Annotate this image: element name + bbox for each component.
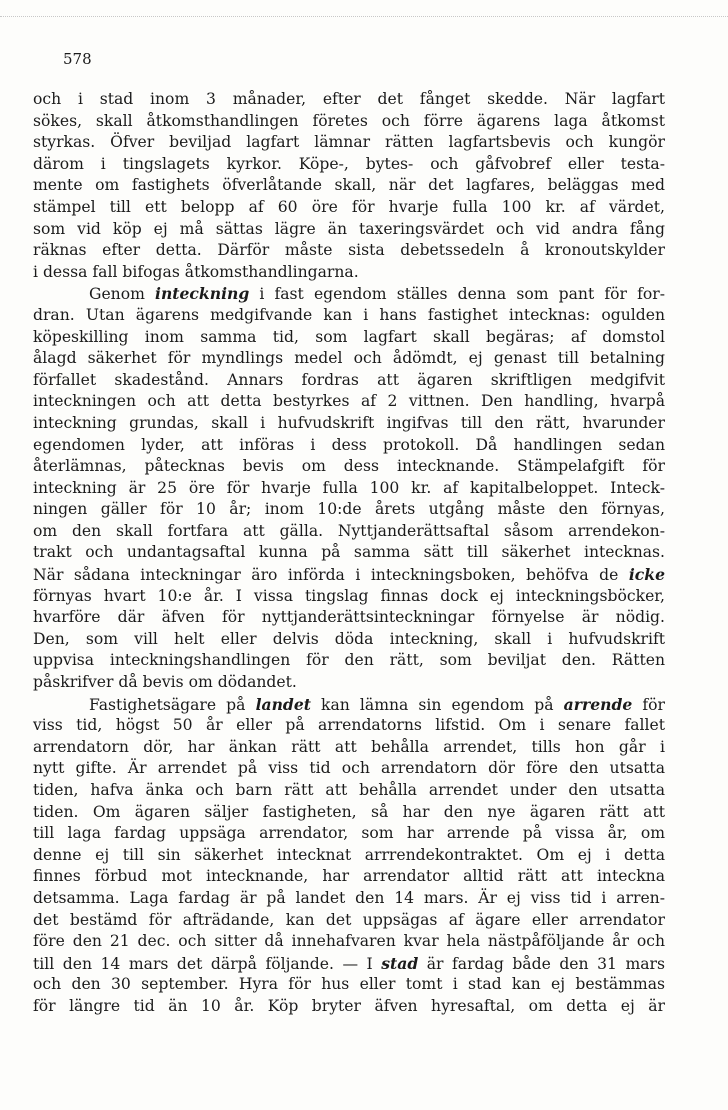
line-text: mente om fastighets öfverlåtande skall, när det lagfares, beläggas med [33, 176, 665, 195]
line-text: i dessa fall bifogas åtkomsthandlingarna. [33, 262, 359, 281]
text-line [33, 823, 665, 845]
text-line [33, 456, 665, 478]
text-line [33, 521, 665, 543]
text-line [33, 175, 665, 197]
text-line [33, 305, 665, 327]
line-text: är fardag både den 31 mars [418, 954, 665, 973]
text-line [33, 348, 665, 370]
line-text: detsamma. Laga fardag är på landet den 14 mars. Är ej viss tid i arren- [33, 888, 665, 907]
line-text: inteckning grundas, skall i hufvudskrift ingifvas till den rätt, hvarunder [33, 413, 665, 432]
text-line [33, 327, 665, 349]
line-text: Fastighetsägare på [89, 695, 256, 714]
line-text: räknas efter detta. Därför måste sista debetssedeln å kronoutskylder [33, 241, 665, 260]
line-text: stämpel till ett belopp af 60 öre för hvarje fulla 100 kr. af värdet, [33, 197, 665, 216]
text-line [33, 413, 665, 435]
line-text: Genom [89, 285, 156, 304]
text-line [33, 154, 665, 176]
line-text: arrendatorn dör, har änkan rätt att behålla arrendet, tills hon går i [33, 737, 665, 756]
text-line [33, 607, 665, 629]
text-line [33, 780, 665, 802]
text-line [33, 391, 665, 413]
text-line [33, 996, 665, 1018]
text-line [33, 910, 665, 932]
text-line [33, 240, 665, 262]
line-text: egendomen lyder, att införas i dess protokoll. Då handlingen sedan [33, 435, 665, 454]
line-text: tiden, hafva änka och barn rätt att behålla arrendet under den utsatta [33, 781, 665, 799]
page-number: 578 [63, 50, 92, 68]
text-line [33, 262, 665, 284]
text-line [33, 283, 665, 305]
emphasized-term: arrende [563, 694, 633, 714]
emphasized-term: inteckning [155, 284, 250, 304]
text-line [33, 845, 665, 867]
scan-edge-rule [0, 16, 728, 17]
line-text: Den, som vill helt eller delvis döda inteckning, skall i hufvudskrift [33, 629, 665, 648]
line-text: finnes förbud mot intecknande, har arrendator alltid rätt att inteckna [33, 867, 665, 886]
line-text: dran. Utan ägarens medgifvande kan i hans fastighet intecknas: ogulden [33, 305, 665, 324]
line-text: nytt gifte. Är arrendet på viss tid och arrendatorn dör före den utsatta [33, 759, 665, 778]
line-text: viss tid, högst 50 år eller på arrendatorns lifstid. Om i senare fallet [33, 716, 665, 735]
emphasized-term: landet [255, 694, 311, 714]
text-line [33, 715, 665, 737]
text-line [33, 586, 665, 608]
line-text: som vid köp ej må sättas lägre än taxeringsvärdet och vid andra fång [33, 219, 665, 238]
line-text: hvarföre där äfven för nyttjanderättsinteckningar förnyelse är nödig. [33, 608, 665, 627]
text-line [33, 737, 665, 759]
line-text: i fast egendom ställes denna som pant för for- [249, 285, 665, 304]
text-line [33, 650, 665, 672]
line-text: köpeskilling inom samma tid, som lagfart skall begäras; af domstol [33, 327, 665, 346]
text-line [33, 802, 665, 824]
line-text: inteckningen och att detta bestyrkes af 2 vittnen. Den handling, hvarpå [33, 392, 665, 411]
text-line [33, 953, 665, 975]
text-line [33, 219, 665, 241]
line-text: inteckning är 25 öre för hvarje fulla 100 kr. af kapitalbeloppet. Inteck- [33, 478, 665, 497]
line-text: till den 14 mars det därpå följande. — I [33, 954, 382, 973]
line-text: och den 30 september. Hyra för hus eller tomt i stad kan ej bestämmas [33, 975, 665, 994]
line-text: trakt och undantagsaftal kunna på samma sätt till säkerhet intecknas. [33, 543, 665, 562]
line-text: före den 21 dec. och sitter då innehafvaren kvar hela nästpåföljande år och [33, 932, 665, 951]
text-line [33, 542, 665, 564]
text-line [33, 888, 665, 910]
text-line [33, 89, 665, 111]
line-text: sökes, skall åtkomsthandlingen företes och förre ägarens laga åtkomst [33, 111, 665, 130]
line-text: När sådana inteckningar äro införda i inteckningsboken, behöfva de [33, 566, 629, 585]
line-text: och i stad inom 3 månader, efter det fånget skedde. När lagfart [33, 90, 665, 108]
line-text: återlämnas, påtecknas bevis om dess intecknande. Stämpelafgift för [33, 457, 665, 476]
text-line [33, 694, 665, 716]
text-line [33, 672, 665, 694]
line-text: denne ej till sin säkerhet intecknat arrrendekontraktet. Om ej i detta [33, 845, 665, 864]
text-line [33, 629, 665, 651]
line-text: ålagd säkerhet för myndlings medel och ådömdt, ej genast till betalning [33, 349, 665, 368]
text-line [33, 111, 665, 133]
line-text: för [632, 695, 665, 714]
line-text: förnyas hvart 10:e år. I vissa tingslag finnas dock ej inteckningsböcker, [33, 586, 665, 605]
emphasized-term: icke [628, 565, 665, 585]
text-line [33, 197, 665, 219]
line-text: uppvisa inteckningshandlingen för den rätt, som beviljat den. Rätten [33, 651, 665, 670]
text-line [33, 478, 665, 500]
line-text: ningen gäller för 10 år; inom 10:de årets utgång måste den förnyas, [33, 500, 665, 519]
line-text: om den skall fortfara att gälla. Nyttjanderättsaftal såsom arrendekon- [33, 521, 665, 540]
line-text: till laga fardag uppsäga arrendator, som har arrende på vissa år, om [33, 824, 665, 843]
line-text: därom i tingslagets kyrkor. Köpe-, bytes- och gåfvobref eller testa- [33, 154, 665, 173]
text-line [33, 499, 665, 521]
text-line [33, 758, 665, 780]
line-text: kan lämna sin egendom på [310, 695, 564, 714]
text-line [33, 564, 665, 586]
body-text [33, 89, 665, 1018]
line-text: påskrifver då bevis om dödandet. [33, 673, 297, 692]
text-line [33, 435, 665, 457]
emphasized-term: stad [381, 953, 419, 973]
line-text: tiden. Om ägaren säljer fastigheten, så har den nye ägaren rätt att [33, 802, 665, 821]
line-text: det bestämd för afträdande, kan det uppsägas af ägare eller arrendator [33, 910, 665, 929]
line-text: för längre tid än 10 år. Köp bryter äfven hyresaftal, om detta ej är [33, 996, 665, 1015]
text-line [33, 370, 665, 392]
line-text: styrkas. Öfver beviljad lagfart lämnar rätten lagfartsbevis och kungör [33, 133, 665, 152]
text-line [33, 974, 665, 996]
text-line [33, 132, 665, 154]
text-line [33, 931, 665, 953]
line-text: förfallet skadestånd. Annars fordras att ägaren skriftligen medgifvit [33, 370, 665, 389]
text-line [33, 866, 665, 888]
